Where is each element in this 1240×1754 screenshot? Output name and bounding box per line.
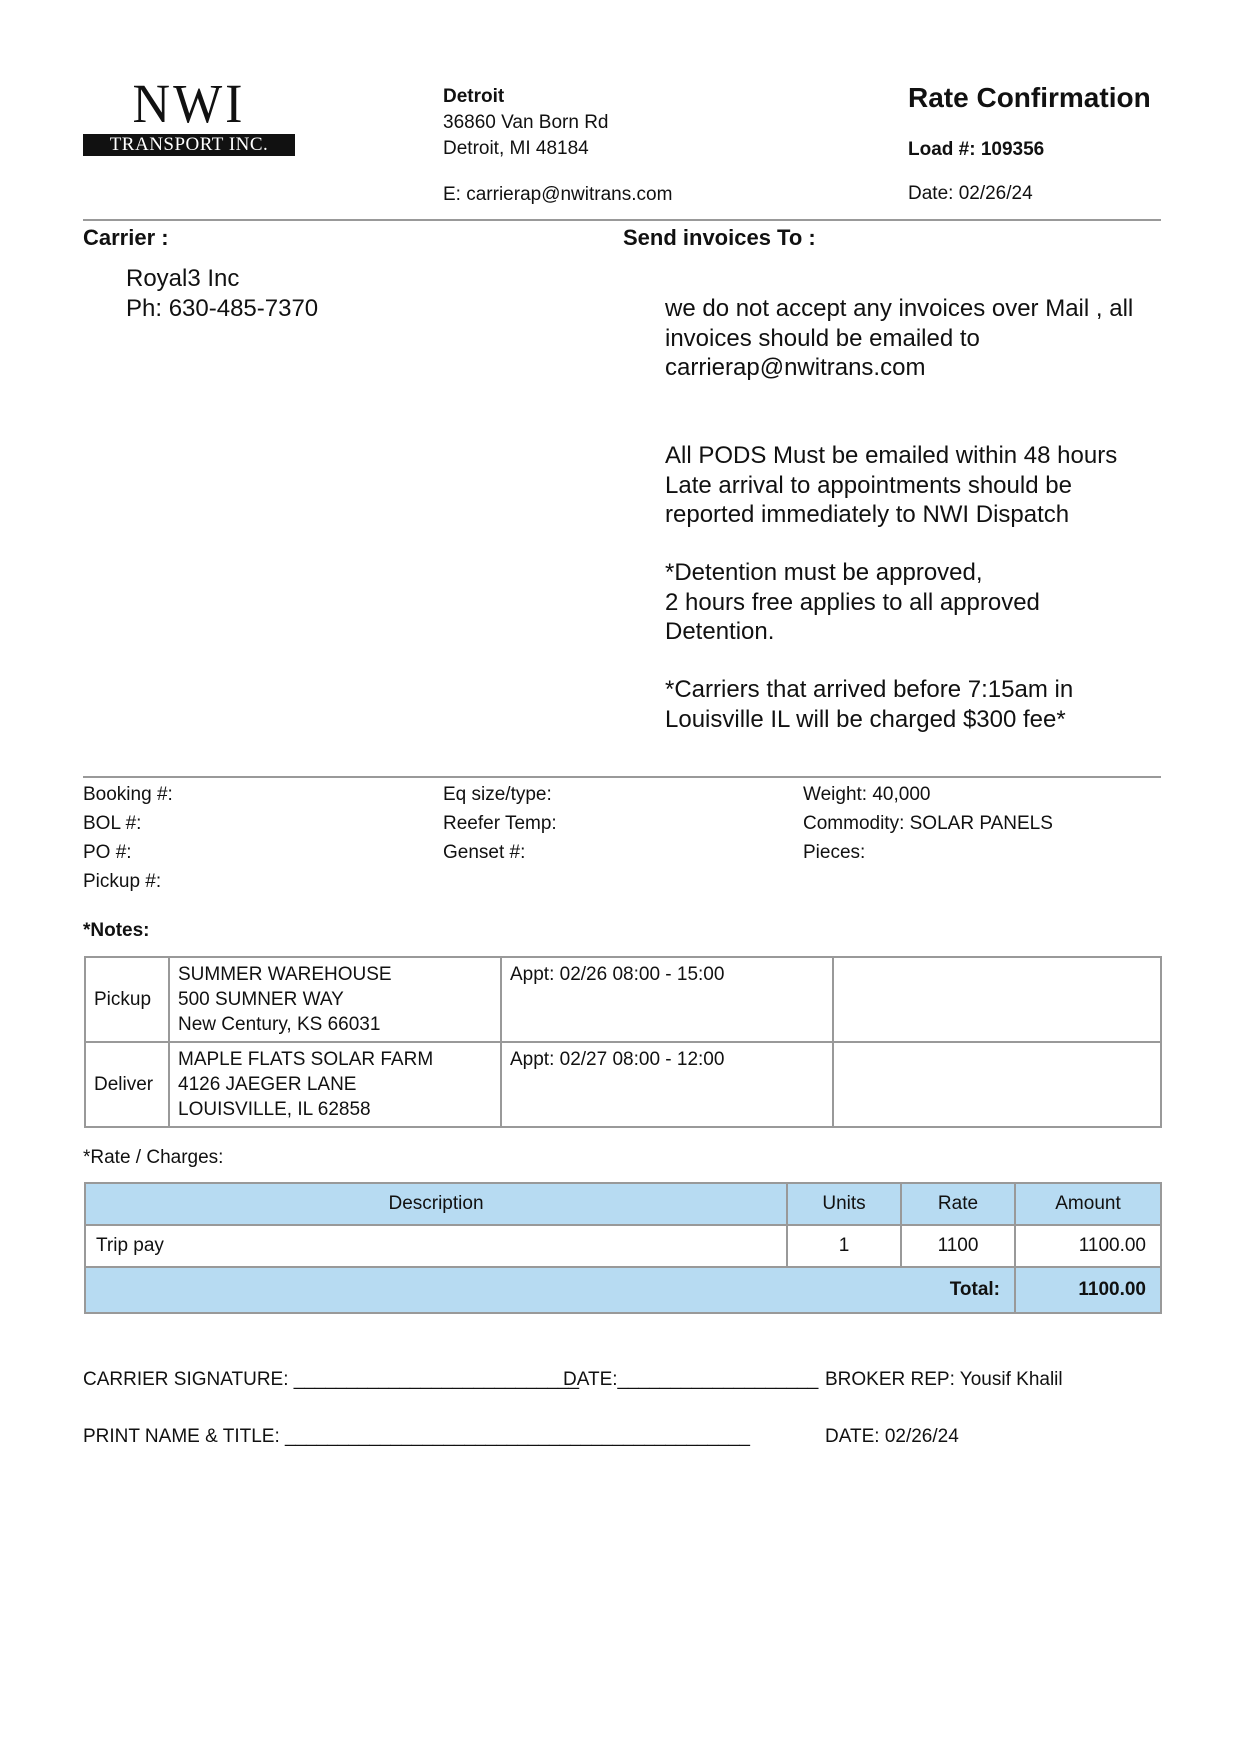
stop-address-line: LOUISVILLE, IL 62858 — [178, 1099, 371, 1120]
stop-type: Pickup — [85, 957, 169, 1042]
company-logo — [83, 74, 295, 158]
column-header-amount: Amount — [1015, 1183, 1161, 1225]
carrier-phone: Ph: 630-485-7370 — [126, 295, 319, 322]
pickup-number: Pickup #: — [83, 871, 162, 892]
notice-line: we do not accept any invoices over Mail , all — [665, 295, 1134, 322]
logo-wordmark: NWI — [132, 74, 246, 135]
notice-line: Detention. — [665, 618, 775, 645]
bol-number: BOL #: — [83, 813, 142, 834]
stop-type: Deliver — [85, 1042, 169, 1127]
notes-label: *Notes: — [83, 920, 150, 941]
header-divider — [83, 219, 1161, 221]
carrier-details — [126, 264, 318, 324]
commodity: Commodity: SOLAR PANELS — [803, 813, 1053, 834]
total-label: Total: — [85, 1267, 1015, 1313]
document-title: Rate Confirmation — [908, 82, 1151, 113]
po-number: PO #: — [83, 842, 132, 863]
document-date: Date: 02/26/24 — [908, 183, 1033, 204]
reefer-temp: Reefer Temp: — [443, 813, 557, 834]
weight: Weight: 40,000 — [803, 784, 931, 805]
notice-line: reported immediately to NWI Dispatch — [665, 501, 1070, 528]
charges-table — [84, 1182, 1162, 1314]
office-email: E: carrierap@nwitrans.com — [443, 184, 673, 205]
stop-address-line: 4126 JAEGER LANE — [178, 1074, 357, 1095]
charge-units: 1 — [787, 1225, 901, 1267]
office-address — [443, 84, 672, 208]
notice-line: invoices should be emailed to — [665, 324, 980, 352]
table-header-row — [85, 1183, 1161, 1225]
print-date: DATE: 02/26/24 — [825, 1426, 959, 1447]
office-city: Detroit — [443, 86, 505, 107]
charge-rate: 1100 — [901, 1225, 1015, 1267]
notice-line: carrierap@nwitrans.com — [665, 354, 926, 381]
invoices-heading: Send invoices To : — [623, 225, 816, 250]
broker-rep: BROKER REP: Yousif Khalil — [825, 1369, 1063, 1390]
stop-notes — [833, 957, 1161, 1042]
early-arrival-policy — [665, 675, 1165, 734]
booking-number: Booking #: — [83, 784, 173, 805]
stop-address-line: New Century, KS 66031 — [178, 1014, 381, 1035]
invoice-policy — [665, 294, 1165, 383]
total-row — [85, 1267, 1161, 1313]
equipment-column — [443, 780, 557, 867]
table-row — [85, 1225, 1161, 1267]
cargo-column — [803, 780, 1053, 867]
stop-address-line: MAPLE FLATS SOLAR FARM — [178, 1049, 434, 1070]
pieces: Pieces: — [803, 842, 866, 863]
carrier-heading: Carrier : — [83, 225, 169, 250]
genset-number: Genset #: — [443, 842, 526, 863]
notice-line: All PODS Must be emailed within 48 hours — [665, 442, 1118, 469]
logo-subtitle: TRANSPORT INC. — [83, 134, 295, 156]
column-header-units: Units — [787, 1183, 901, 1225]
notice-line: *Detention must be approved, — [665, 559, 983, 586]
info-divider — [83, 776, 1161, 778]
notice-line: Louisville IL will be charged $300 fee* — [665, 705, 1066, 733]
total-amount: 1100.00 — [1015, 1267, 1161, 1313]
stop-appointment: Appt: 02/26 08:00 - 15:00 — [501, 957, 833, 1042]
carrier-signature-line: CARRIER SIGNATURE: ___________________________ — [83, 1369, 580, 1390]
office-citystate: Detroit, MI 48184 — [443, 138, 589, 159]
notice-line: Late arrival to appointments should be — [665, 471, 1072, 499]
load-number: Load #: 109356 — [908, 139, 1045, 160]
stop-address — [169, 1042, 501, 1127]
table-row — [85, 1042, 1161, 1127]
notice-line: *Carriers that arrived before 7:15am in — [665, 676, 1074, 703]
notice-line: 2 hours free applies to all approved — [665, 588, 1040, 616]
carrier-name: Royal3 Inc — [126, 265, 240, 292]
office-street: 36860 Van Born Rd — [443, 112, 609, 133]
column-header-description: Description — [85, 1183, 787, 1225]
charge-amount: 1100.00 — [1015, 1225, 1161, 1267]
column-header-rate: Rate — [901, 1183, 1015, 1225]
detention-policy — [665, 558, 1165, 647]
equipment-type: Eq size/type: — [443, 784, 552, 805]
signature-date-line: DATE:___________________ — [563, 1369, 819, 1390]
stop-address — [169, 957, 501, 1042]
rate-charges-label: *Rate / Charges: — [83, 1147, 224, 1168]
stop-address-line: 500 SUMNER WAY — [178, 989, 344, 1010]
print-name-line: PRINT NAME & TITLE: ____________________________________________ — [83, 1426, 750, 1447]
stops-table — [84, 956, 1162, 1128]
pods-policy — [665, 441, 1165, 530]
stop-address-line: SUMMER WAREHOUSE — [178, 964, 392, 985]
table-row — [85, 957, 1161, 1042]
reference-column — [83, 780, 173, 896]
stop-notes — [833, 1042, 1161, 1127]
stop-appointment: Appt: 02/27 08:00 - 12:00 — [501, 1042, 833, 1127]
charge-description: Trip pay — [85, 1225, 787, 1267]
